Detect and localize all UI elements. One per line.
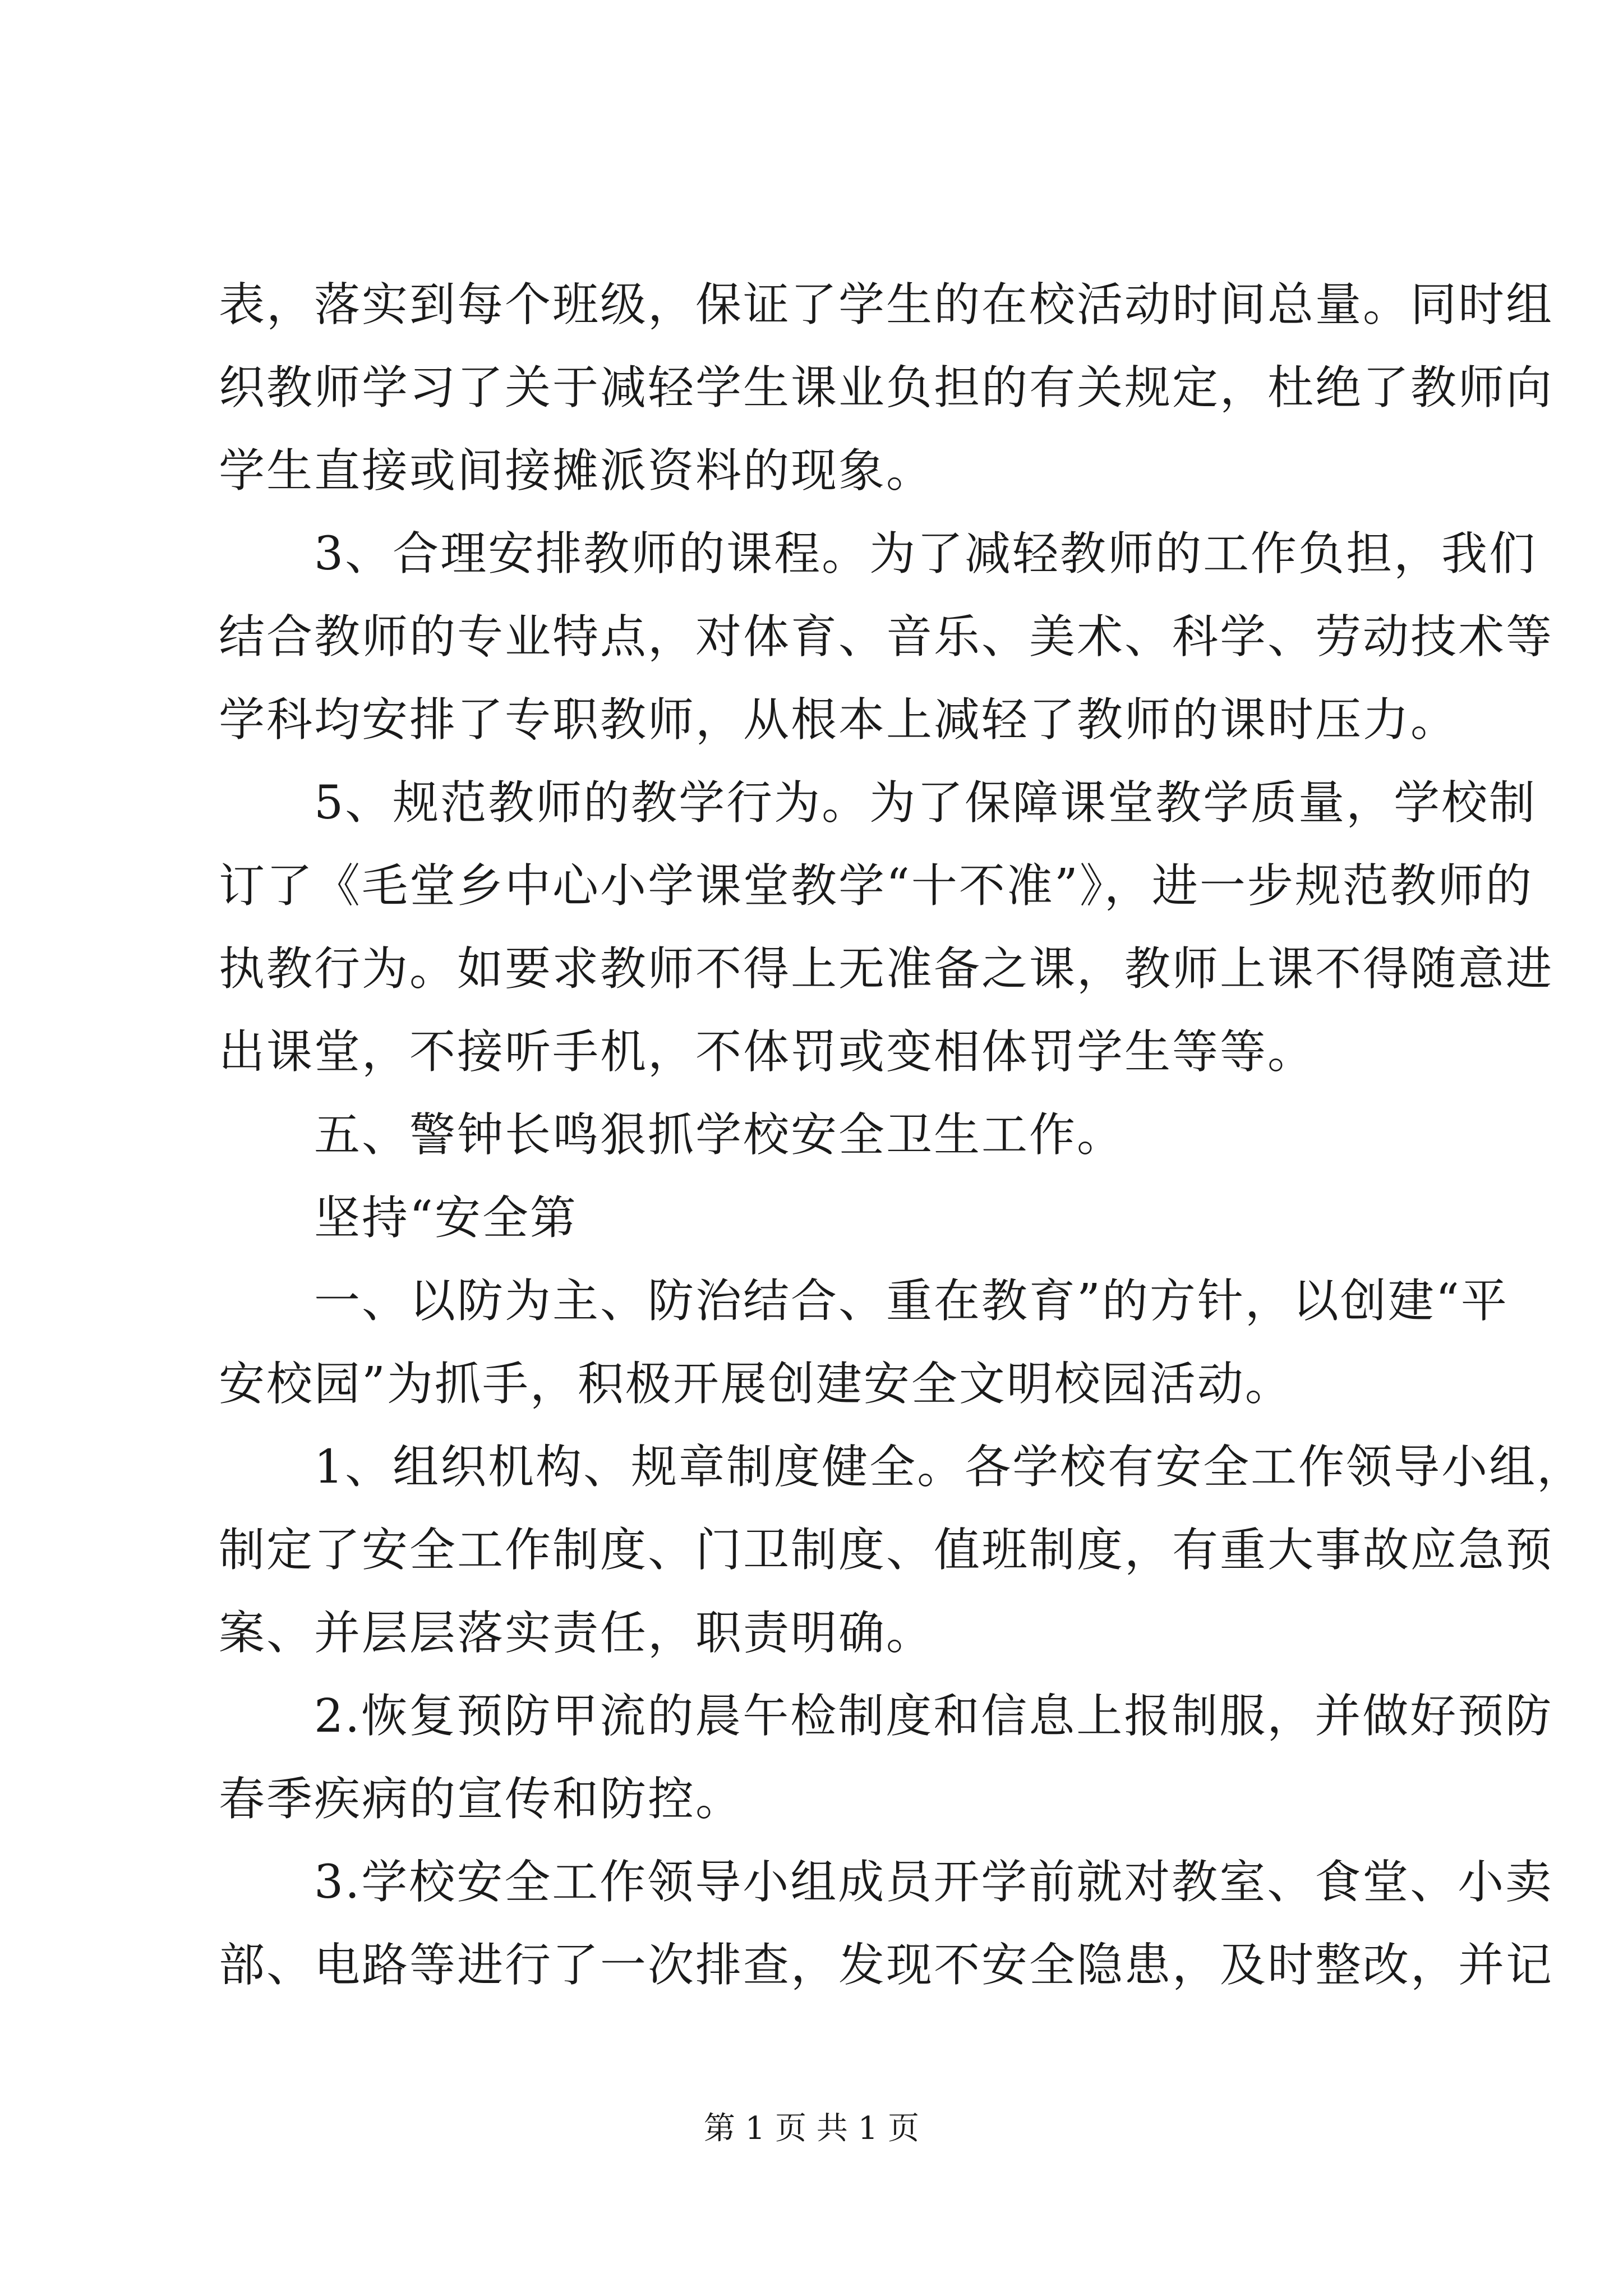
text-line: 部、电路等进行了一次排查，发现不安全隐患，及时整改，并记 xyxy=(219,1939,1554,1992)
text-line: 春季疾病的宣传和防控。 xyxy=(219,1773,744,1826)
text-line: 执教行为。如要求教师不得上无准备之课，教师上课不得随意进 xyxy=(219,942,1554,996)
text-line: 1、组织机构、规章制度健全。各学校有安全工作领导小组， xyxy=(219,1441,1585,1494)
text-line: 3、合理安排教师的课程。为了减轻教师的工作负担，我们 xyxy=(219,527,1537,581)
text-line: 表，落实到每个班级，保证了学生的在校活动时间总量。同时组 xyxy=(219,278,1554,332)
text-line: 织教师学习了关于减轻学生课业负担的有关规定，杜绝了教师向 xyxy=(219,361,1554,415)
text-line: 坚持“安全第 xyxy=(219,1191,578,1245)
text-line: 订了《毛堂乡中心小学课堂教学“十不准”》，进一步规范教师的 xyxy=(219,859,1533,913)
text-line: 3.学校安全工作领导小组成员开学前就对教室、食堂、小卖 xyxy=(219,1856,1553,1909)
text-line: 学生直接或间接摊派资料的现象。 xyxy=(219,444,934,498)
text-line: 安校园”为抓手，积极开展创建安全文明校园活动。 xyxy=(219,1358,1293,1411)
text-line: 5、规范教师的教学行为。为了保障课堂教学质量，学校制 xyxy=(219,776,1537,830)
text-line: 2.恢复预防甲流的晨午检制度和信息上报制服，并做好预防 xyxy=(219,1690,1553,1743)
document-body xyxy=(219,264,1585,2007)
text-line: 一、以防为主、防治结合、重在教育”的方针，以创建“平 xyxy=(219,1274,1509,1328)
text-line: 案、并层层落实责任，职责明确。 xyxy=(219,1607,934,1660)
section-heading: 五、警钟长鸣狠抓学校安全卫生工作。 xyxy=(219,1108,1125,1162)
page-number-footer: 第 1 页 共 1 页 xyxy=(703,2110,920,2147)
text-line: 制定了安全工作制度、门卫制度、值班制度，有重大事故应急预 xyxy=(219,1524,1554,1577)
text-line: 出课堂，不接听手机，不体罚或变相体罚学生等等。 xyxy=(219,1025,1316,1079)
text-line: 学科均安排了专职教师，从根本上减轻了教师的课时压力。 xyxy=(219,693,1459,747)
text-line: 结合教师的专业特点，对体育、音乐、美术、科学、劳动技术等 xyxy=(219,610,1554,664)
